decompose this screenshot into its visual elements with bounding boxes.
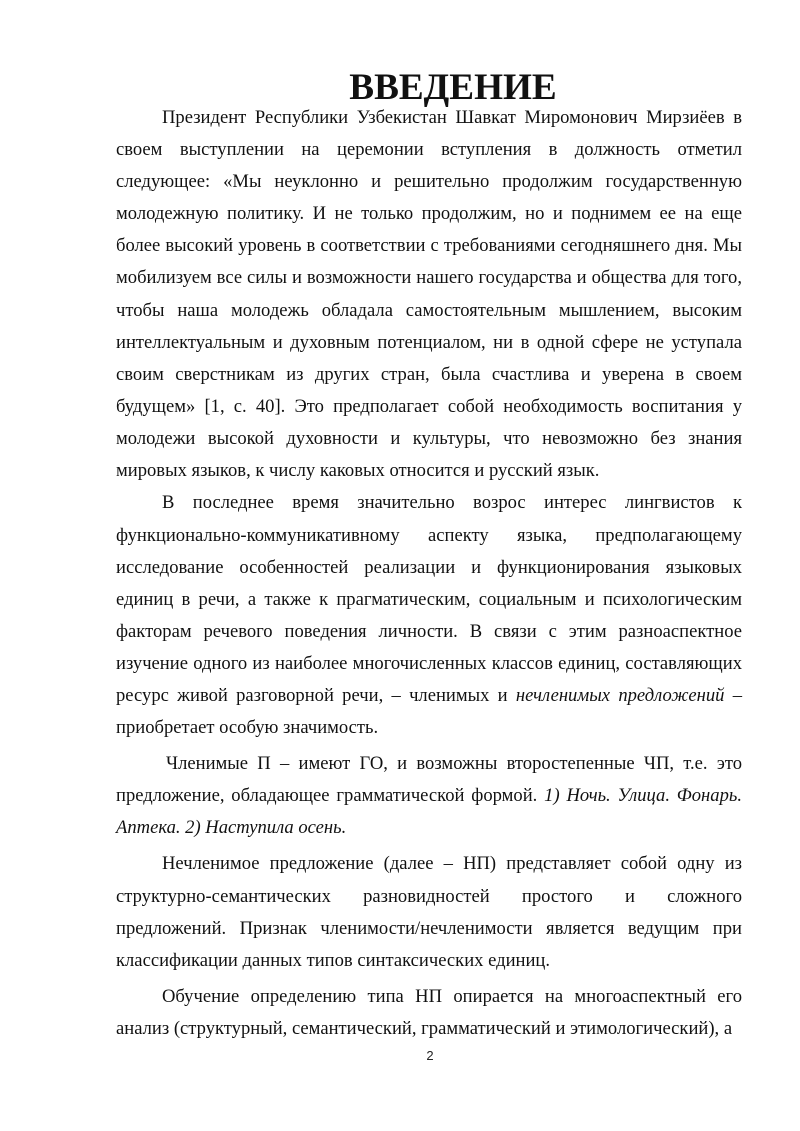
paragraph-intro-text: Президент Республики Узбекистан Шавкат Миромонович Мирзиёев в своем выступлении на церемонии вступления в должность отметил следующее: «Мы неуклонно и решительно продолжим государственную молодежную политику. И не только продолжим, но и поднимем ее на еще более высокий уровень в соответствии с требованиями сегодняшнего дня. Мы мобилизуем все силы и возможности нашего государства и общества для того, чтобы наша молодежь обладала самостоятельным мышлением, высоким интеллектуальным и духовным потенциалом, ни в одной сфере не уступала своим сверстникам из других стран, была счастлива и уверена в своем будущем» [1, с. 40]. Это предполагает собой необходимость воспитания у молодежи высокой духовности и культуры, что невозможно без знания мировых языков, к числу каковых относится и русский язык.	[116, 107, 742, 482]
paragraph-linguistics-text: В последнее время значительно возрос интерес лингвистов к функционально-коммуникативному аспекту языка, предполагающему исследование особенностей реализации и функционирования языковых единиц в речи, а также к прагматическим, социальным и психологическим факторам речевого поведения личности. В связи с этим разноаспектное изучение одного из наиболее многочисленных классов единиц, составляющих ресурс живой разговорной речи, – членимых и	[116, 492, 742, 706]
paragraph-teaching	[116, 981, 742, 1045]
paragraph-np	[116, 848, 742, 976]
paragraph-definition	[116, 748, 742, 844]
paragraph-definition-text: Членимые П – имеют ГО, и возможны второстепенные ЧП, т.е. это предложение, обладающее грамматической формой.	[116, 753, 742, 807]
paragraph-intro	[116, 102, 742, 487]
paragraph-teaching-text: Обучение определению типа НП опирается на многоаспектный его анализ (структурный, семантический, грамматический и этимологический), а	[116, 985, 742, 1039]
paragraph-linguistics-tail: – приобретает особую значимость.	[116, 684, 742, 739]
paragraph-linguistics	[116, 487, 742, 744]
paragraph-definition-examples: 1) Ночь. Улица. Фонарь. Аптека. 2) Наступила осень.	[116, 785, 742, 839]
document-title: ВВЕДЕНИЕ	[349, 67, 557, 108]
page-number: 2	[426, 1048, 434, 1063]
paragraph-linguistics-italic: нечленимых предложений	[515, 684, 725, 706]
document-page	[116, 67, 742, 1045]
paragraph-np-text: Нечленимое предложение (далее – НП) представляет собой одну из структурно-семантических разновидностей простого и сложного предложений. Признак членимости/нечленимости является ведущим при классификации данных типов синтаксических единиц.	[116, 853, 742, 971]
